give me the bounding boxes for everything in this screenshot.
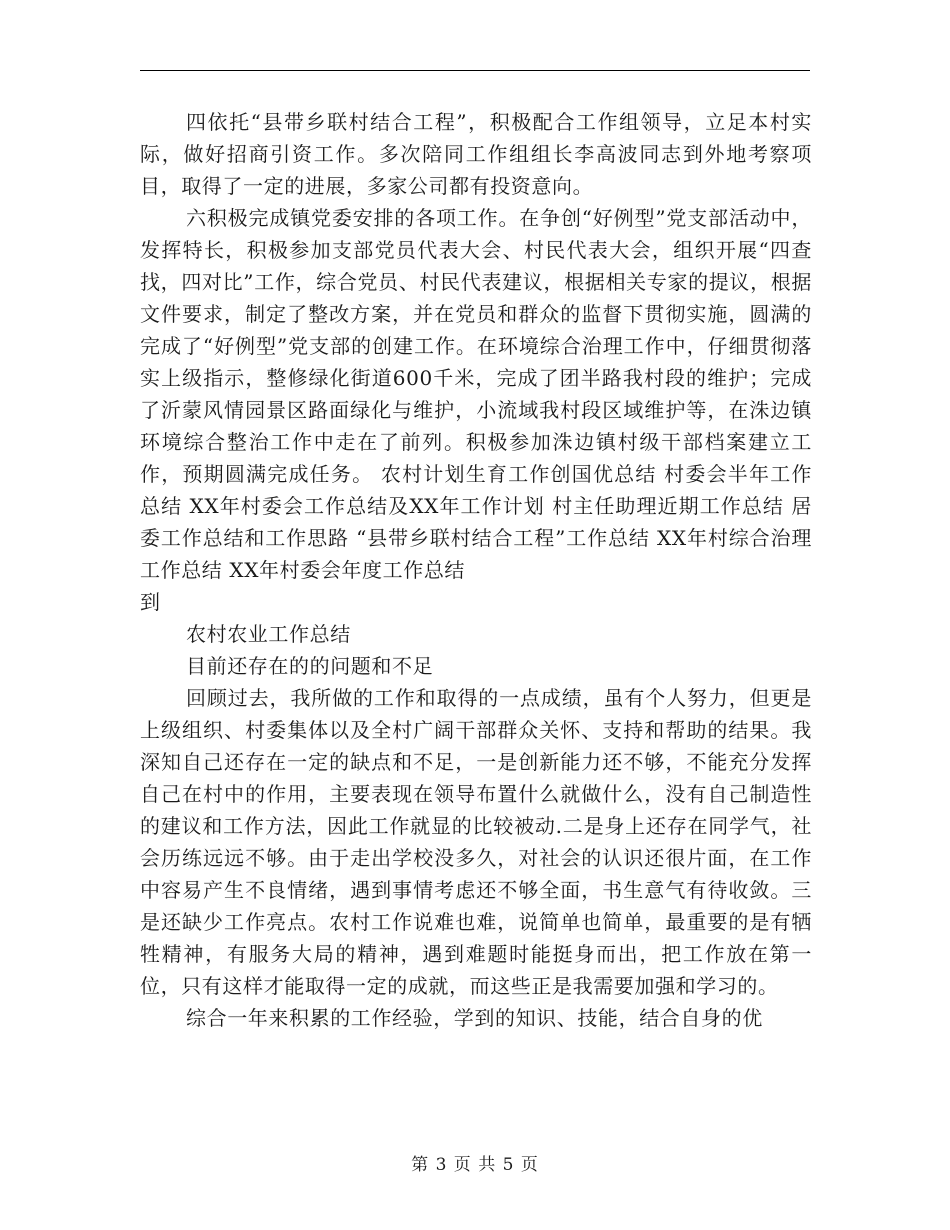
paragraph-fragment: 到 — [140, 590, 161, 614]
paragraph-review: 回顾过去，我所做的工作和取得的一点成绩，虽有个人努力，但更是上级组织、村委集体以及全村广阔干部群众关怀、支持和帮助的结果。我深知自己还存在一定的缺点和不足，一是创新能力还不够，不能充分发挥自己在村中的作用，主要表现在领导布置什么就做什么，没有自己制造性的建议和工作方法，因此工作就显的比较被动.二是身上还存在同学气，社会历练远远不够。由于走出学校没多久，对社会的认识还很片面，在工作中容易产生不良情绪，遇到事情考虑还不够全面，书生意气有待收敛。三是还缺少工作亮点。农村工作说难也难，说简单也简单，最重要的是有牺牲精神，有服务大局的精神，遇到难题时能挺身而出，把工作放在第一位，只有这样才能取得一定的成就，而这些正是我需要加强和学习的。 — [140, 686, 812, 998]
paragraph-issues-heading: 目前还存在的的问题和不足 — [186, 654, 434, 678]
page-number: 第 3 页 共 5 页 — [411, 1155, 539, 1175]
paragraph-summary-start: 综合一年来积累的工作经验，学到的知识、技能，结合自身的优 — [186, 1006, 763, 1030]
paragraph-investment: 四依托“县带乡联村结合工程”，积极配合工作组领导，立足本村实际，做好招商引资工作。多次陪同工作组组长李高波同志到外地考察项目，取得了一定的进展，多家公司都有投资意向。 — [140, 110, 812, 198]
document-body — [140, 106, 812, 1034]
header-rule — [140, 70, 810, 71]
paragraph-party-work: 六积极完成镇党委安排的各项工作。在争创“好例型”党支部活动中，发挥特长，积极参加支部党员代表大会、村民代表大会，组织开展“四查找，四对比”工作，综合党员、村民代表建议，根据相关专家的提议，根据文件要求，制定了整改方案，并在党员和群众的监督下贯彻实施，圆满的完成了“好例型”党支部的创建工作。在环境综合治理工作中，仔细贯彻落实上级指示，整修绿化街道600千米，完成了团半路我村段的维护；完成了沂蒙风情园景区路面绿化与维护，小流域我村段区域维护等，在洙边镇环境综合整治工作中走在了前列。积极参加洙边镇村级干部档案建立工作，预期圆满完成任务。 农村计划生育工作创国优总结 村委会半年工作总结 XX年村委会工作总结及XX年工作计划 村主任助理近期工作总结 居委工作总结和工作思路 “县带乡联村结合工程”工作总结 XX年村综合治理工作总结 XX年村委会年度工作总结 — [140, 206, 812, 582]
paragraph-agri-title: 农村农业工作总结 — [186, 622, 351, 646]
